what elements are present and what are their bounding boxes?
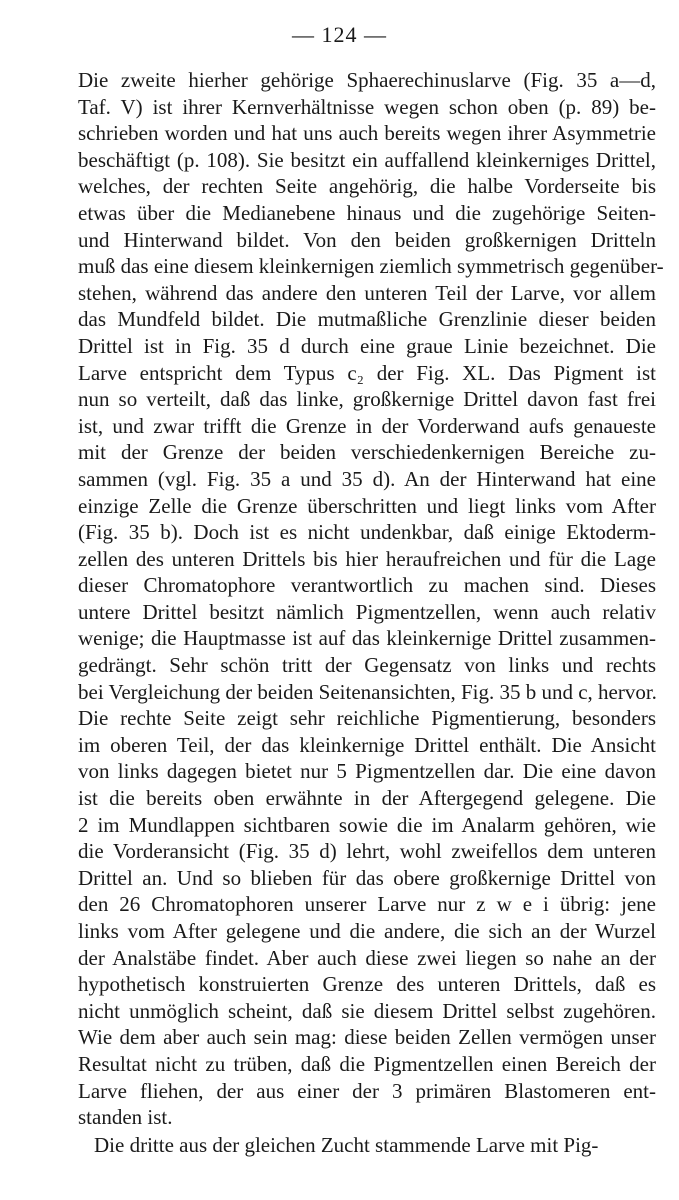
text-line: welches, der rechten Seite angehörig, die halbe Vorderseite bis xyxy=(78,174,656,199)
text-line: wenige; die Hauptmasse ist auf das kleinkernige Drittel zusammen- xyxy=(78,626,656,651)
text-line: gedrängt. Sehr schön tritt der Gegensatz von links und rechts xyxy=(78,653,656,678)
text-line: von links dagegen bietet nur 5 Pigmentzellen dar. Die eine davon xyxy=(78,759,656,784)
text-line: Die zweite hierher gehörige Sphaerechinuslarve (Fig. 35 a—d, xyxy=(78,68,656,92)
text-line: die Vorderansicht (Fig. 35 d) lehrt, wohl zweifellos dem unteren xyxy=(78,839,656,864)
text-line: Resultat nicht zu trüben, daß die Pigmentzellen einen Bereich der xyxy=(78,1051,656,1076)
text-line: 2 im Mundlappen sichtbaren sowie die im Analarm gehören, wie xyxy=(78,812,656,837)
text-line: Drittel ist in Fig. 35 d durch eine graue Linie bezeichnet. Die xyxy=(78,333,656,358)
text-line: Die rechte Seite zeigt sehr reichliche Pigmentierung, besonders xyxy=(78,706,656,731)
text-line: hypothetisch konstruierten Grenze des unteren Drittels, daß es xyxy=(78,972,656,997)
text-line: bei Vergleichung der beiden Seitenansichten, Fig. 35 b und c, hervor. xyxy=(78,679,657,704)
text-line: dieser Chromatophore verantwortlich zu machen sind. Dieses xyxy=(78,573,656,598)
text-line: das Mundfeld bildet. Die mutmaßliche Grenzlinie dieser beiden xyxy=(78,307,656,332)
text-line: schrieben worden und hat uns auch bereits wegen ihrer Asymmetrie xyxy=(78,121,656,146)
text-line: Drittel an. Und so blieben für das obere großkernige Drittel von xyxy=(78,865,656,890)
text-line: mit der Grenze der beiden verschiedenkernigen Bereiche zu- xyxy=(78,440,656,465)
text-line: zellen des unteren Drittels bis hier heraufreichen und für die Lage xyxy=(78,546,656,571)
text-line: links vom After gelegene und die andere, die sich an der Wurzel xyxy=(78,919,656,943)
text-line: ist die bereits oben erwähnte in der Aftergegend gelegene. Die xyxy=(78,786,656,811)
paragraph xyxy=(78,1132,656,1159)
text-line: einzige Zelle die Grenze überschritten und liegt links vom After xyxy=(78,493,656,518)
body-text xyxy=(78,67,664,1158)
text-line: untere Drittel besitzt nämlich Pigmentzellen, wenn auch relativ xyxy=(78,599,656,624)
text-line: Larve fliehen, der aus einer der 3 primären Blastomeren ent- xyxy=(78,1078,656,1103)
text-line: und Hinterwand bildet. Von den beiden großkernigen Dritteln xyxy=(78,227,656,252)
text-line: Taf. V) ist ihrer Kernverhältnisse wegen schon oben (p. 89) be- xyxy=(78,94,656,119)
page-number: — 124 — xyxy=(292,22,387,47)
text-line: Die dritte aus der gleichen Zucht stammende Larve mit Pig- xyxy=(94,1132,599,1157)
text-line: Larve entspricht dem Typus c₂ der Fig. XL. Das Pigment ist xyxy=(78,360,656,385)
text-line: nun so verteilt, daß das linke, großkernige Drittel davon fast frei xyxy=(78,387,656,412)
text-line: etwas über die Medianebene hinaus und die zugehörige Seiten- xyxy=(78,200,656,225)
text-line: ist, und zwar trifft die Grenze in der Vorderwand aufs genaueste xyxy=(78,413,656,438)
paragraph xyxy=(78,67,664,1131)
text-line: sammen (vgl. Fig. 35 a und 35 d). An der Hinterwand hat eine xyxy=(78,466,656,491)
text-line: stehen, während das andere den unteren Teil der Larve, vor allem xyxy=(78,280,656,305)
text-line: (Fig. 35 b). Doch ist es nicht undenkbar, daß einige Ektoderm- xyxy=(78,520,656,545)
text-line: im oberen Teil, der das kleinkernige Drittel enthält. Die Ansicht xyxy=(78,732,656,757)
text-line: muß das eine diesem kleinkernigen ziemlich symmetrisch gegenüber- xyxy=(78,254,664,279)
text-line: nicht unmöglich scheint, daß sie diesem Drittel selbst zugehören. xyxy=(78,998,656,1023)
text-line: standen ist. xyxy=(78,1105,173,1130)
text-line: beschäftigt (p. 108). Sie besitzt ein auffallend kleinkerniges Drittel, xyxy=(78,147,656,172)
text-line: den 26 Chromatophoren unserer Larve nur z w e i übrig: jene xyxy=(78,892,656,917)
text-line: der Analstäbe findet. Aber auch diese zwei liegen so nahe an der xyxy=(78,945,656,970)
text-line: Wie dem aber auch sein mag: diese beiden Zellen vermögen unser xyxy=(78,1025,656,1050)
